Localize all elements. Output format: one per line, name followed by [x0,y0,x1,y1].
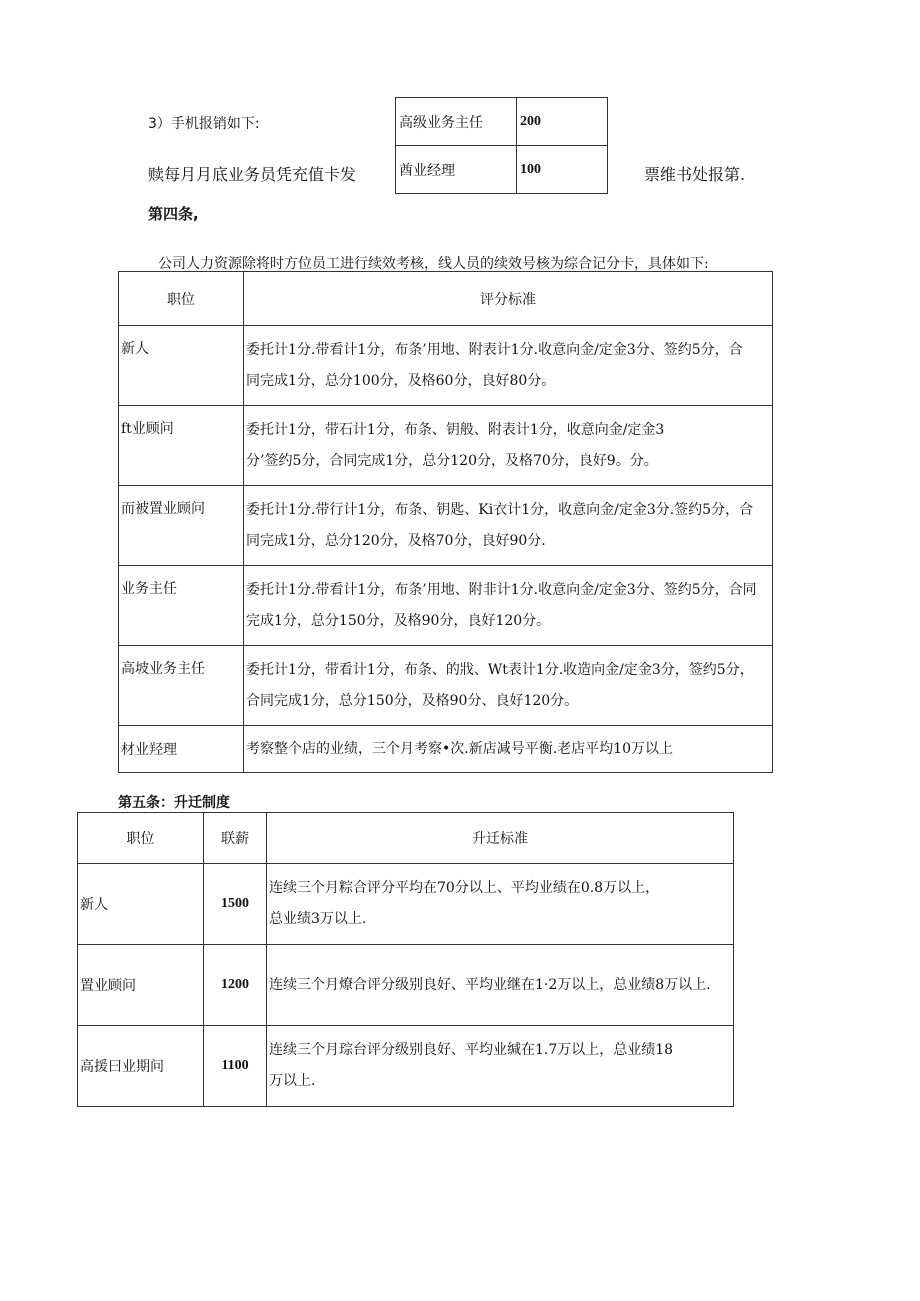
standard-line: 万以上. [269,1073,316,1089]
criteria-header: 评分标准 [244,272,773,326]
criteria-cell [244,646,773,726]
criteria-cell [244,326,773,406]
table-row [119,566,773,646]
criteria-line: 考察整个店的业绩，三个月考察•次.新店减号平衡.老店平均10万以上 [246,740,673,757]
amount-cell: 100 [517,146,608,194]
phone-note-right: 票维书处报第. [644,165,746,184]
position-cell: 高坡业务主任 [119,646,244,726]
standard-header: 升迁标准 [267,813,734,864]
table-row [78,864,734,945]
standard-line: 连续三个月燎合评分级别良好、平均业继在1·2万以上，总业绩8万以上. [269,976,711,993]
table-row [78,1026,734,1107]
position-cell: 置业顾问 [78,945,204,1026]
table-row [119,326,773,406]
position-header: 职位 [119,272,244,326]
table-header-row [78,813,734,864]
salary-cell: 1500 [204,864,267,945]
position-cell: 业务主任 [119,566,244,646]
table-row [119,406,773,486]
criteria-line: 同完成1分，总分120分，及格70分，良好90分. [246,532,546,549]
position-cell: ft业顾问 [119,406,244,486]
table-row [119,726,773,773]
role-cell: 高级业务主任 [396,98,517,146]
role-cell: 酋业经理 [396,146,517,194]
position-cell: 高援曰业期问 [78,1026,204,1107]
amount-cell: 200 [517,98,608,146]
criteria-cell [244,406,773,486]
position-cell: 而被置业顾问 [119,486,244,566]
position-cell: 新人 [78,864,204,945]
standard-line: 连续三个月琮台评分级别良好、平均业缄在1.7万以上，总业绩18 [269,1042,674,1058]
promotion-table [77,812,734,1107]
article5-title: 第五条：升迁制度 [118,795,230,811]
salary-header: 联薪 [204,813,267,864]
criteria-line: 委托计1分，带看计1分，布条、的戕、Wt表计1分.收造向金/定金3分，签约5分， [246,661,754,678]
standard-cell [267,1026,734,1107]
standard-line: 总业绩3万以上. [269,911,367,927]
criteria-line: 委托计1分.带行计1分，布条、钥匙、Ki衣计1分，收意向金/定金3分.签约5分，合 [246,501,754,518]
table-row [119,646,773,726]
salary-cell: 1200 [204,945,267,1026]
criteria-line: 合同完成1分，总分150分，及格90分、良好120分。 [246,692,579,709]
criteria-line: 完成1分，总分150分，及格90分，良好120分。 [246,612,551,629]
table-row [396,98,608,146]
table-row [78,945,734,1026]
criteria-line: 委托计1分.带看计1分，布条’用地、附表计1分.收意向金/定金3分、签约5分，合 [246,341,743,358]
standard-line: 连续三个月粽合评分平均在70分以上、平均业绩在0.8万以上， [269,880,660,896]
article4-title: 第四条, [148,205,199,223]
phone-allowance-table [395,97,608,194]
position-cell: 新人 [119,326,244,406]
table-row [396,146,608,194]
phone-heading: 3）手机报销如下: [148,116,260,132]
criteria-line: 同完成1分，总分100分，及格60分，良好80分。 [246,372,556,389]
article4-intro: 公司人力资源除将时方位员工进行续效考核，线人员的续效号核为综合记分卡，具体如下: [158,256,709,272]
criteria-line: 委托计1分.带看计1分，布条’用地、附非计1分.收意向金/定金3分、签约5分，合同 [246,581,757,598]
criteria-line: 委托计1分，带石计1分，布条、钥般、附表计1分，收意向金/定金3 [246,421,665,438]
position-cell: 材业羟理 [119,726,244,773]
criteria-cell [244,486,773,566]
position-header: 职位 [78,813,204,864]
salary-cell: 1100 [204,1026,267,1107]
criteria-cell [244,566,773,646]
criteria-line: 分’签约5分，合同完成1分，总分120分，及格70分，良好9。分。 [246,452,658,469]
table-row [119,486,773,566]
table-header-row [119,272,773,326]
performance-table [118,271,773,773]
criteria-cell [244,726,773,773]
standard-cell [267,864,734,945]
standard-cell [267,945,734,1026]
phone-note-left: 赎每月月底业务员凭充值卡发 [148,165,357,184]
